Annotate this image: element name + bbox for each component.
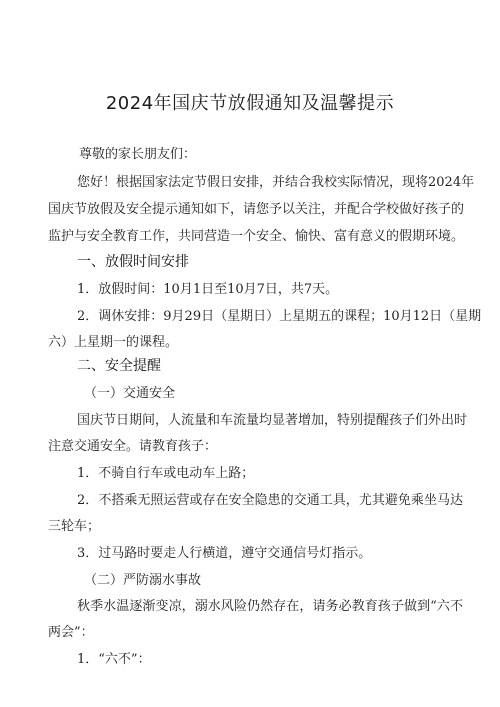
vacation-time-item: 1．放假时间：10月1日至10月7日，共7天。 [77, 282, 339, 297]
intro-line-2: 国庆节放假及安全提示通知如下，请您予以关注，并配合学校做好孩子的 [48, 202, 465, 217]
intro-line-3: 监护与安全教育工作，共同营造一个安全、愉快、富有意义的假期环境。 [48, 229, 465, 244]
section-heading-vacation-schedule: 一、放假时间安排 [77, 254, 189, 270]
traffic-para-line-1: 国庆节日期间，人流量和车流量均显著增加，特别提醒孩子们外出时 [77, 413, 468, 428]
traffic-item-1: 1．不骑自行车或电动车上路； [77, 466, 255, 481]
subheading-traffic-safety: （一）交通安全 [84, 386, 176, 401]
greeting: 尊敬的家长朋友们： [79, 147, 197, 162]
adjusted-schedule-line-2: 六）上星期一的课程。 [48, 335, 179, 350]
traffic-para-line-2: 注意交通安全。请教育孩子： [48, 439, 218, 454]
traffic-item-2-line-1: 2．不搭乘无照运营或存在安全隐患的交通工具，尤其避免乘坐马达 [77, 493, 463, 508]
drowning-para-line-1: 秋季水温逐渐变凉，溺水风险仍然存在，请务必教育孩子做到“六不 [77, 599, 463, 614]
document-title: 2024年国庆节放假通知及温馨提示 [105, 93, 395, 114]
section-heading-safety: 二、安全提醒 [77, 358, 161, 374]
traffic-item-2-line-2: 三轮车； [48, 519, 101, 534]
traffic-item-3: 3．过马路时要走人行横道，遵守交通信号灯指示。 [77, 546, 372, 561]
adjusted-schedule-line-1: 2．调休安排：9月29日（星期日）上星期五的课程；10月12日（星期 [77, 309, 482, 324]
subheading-drowning-prevention: （二）严防溺水事故 [84, 573, 202, 588]
drowning-para-line-2: 两会”： [48, 625, 94, 640]
intro-line-1: 您好！根据国家法定节假日安排，并结合我校实际情况，现将2024年 [77, 175, 475, 190]
drowning-item-1: 1．“六不”： [77, 652, 151, 667]
